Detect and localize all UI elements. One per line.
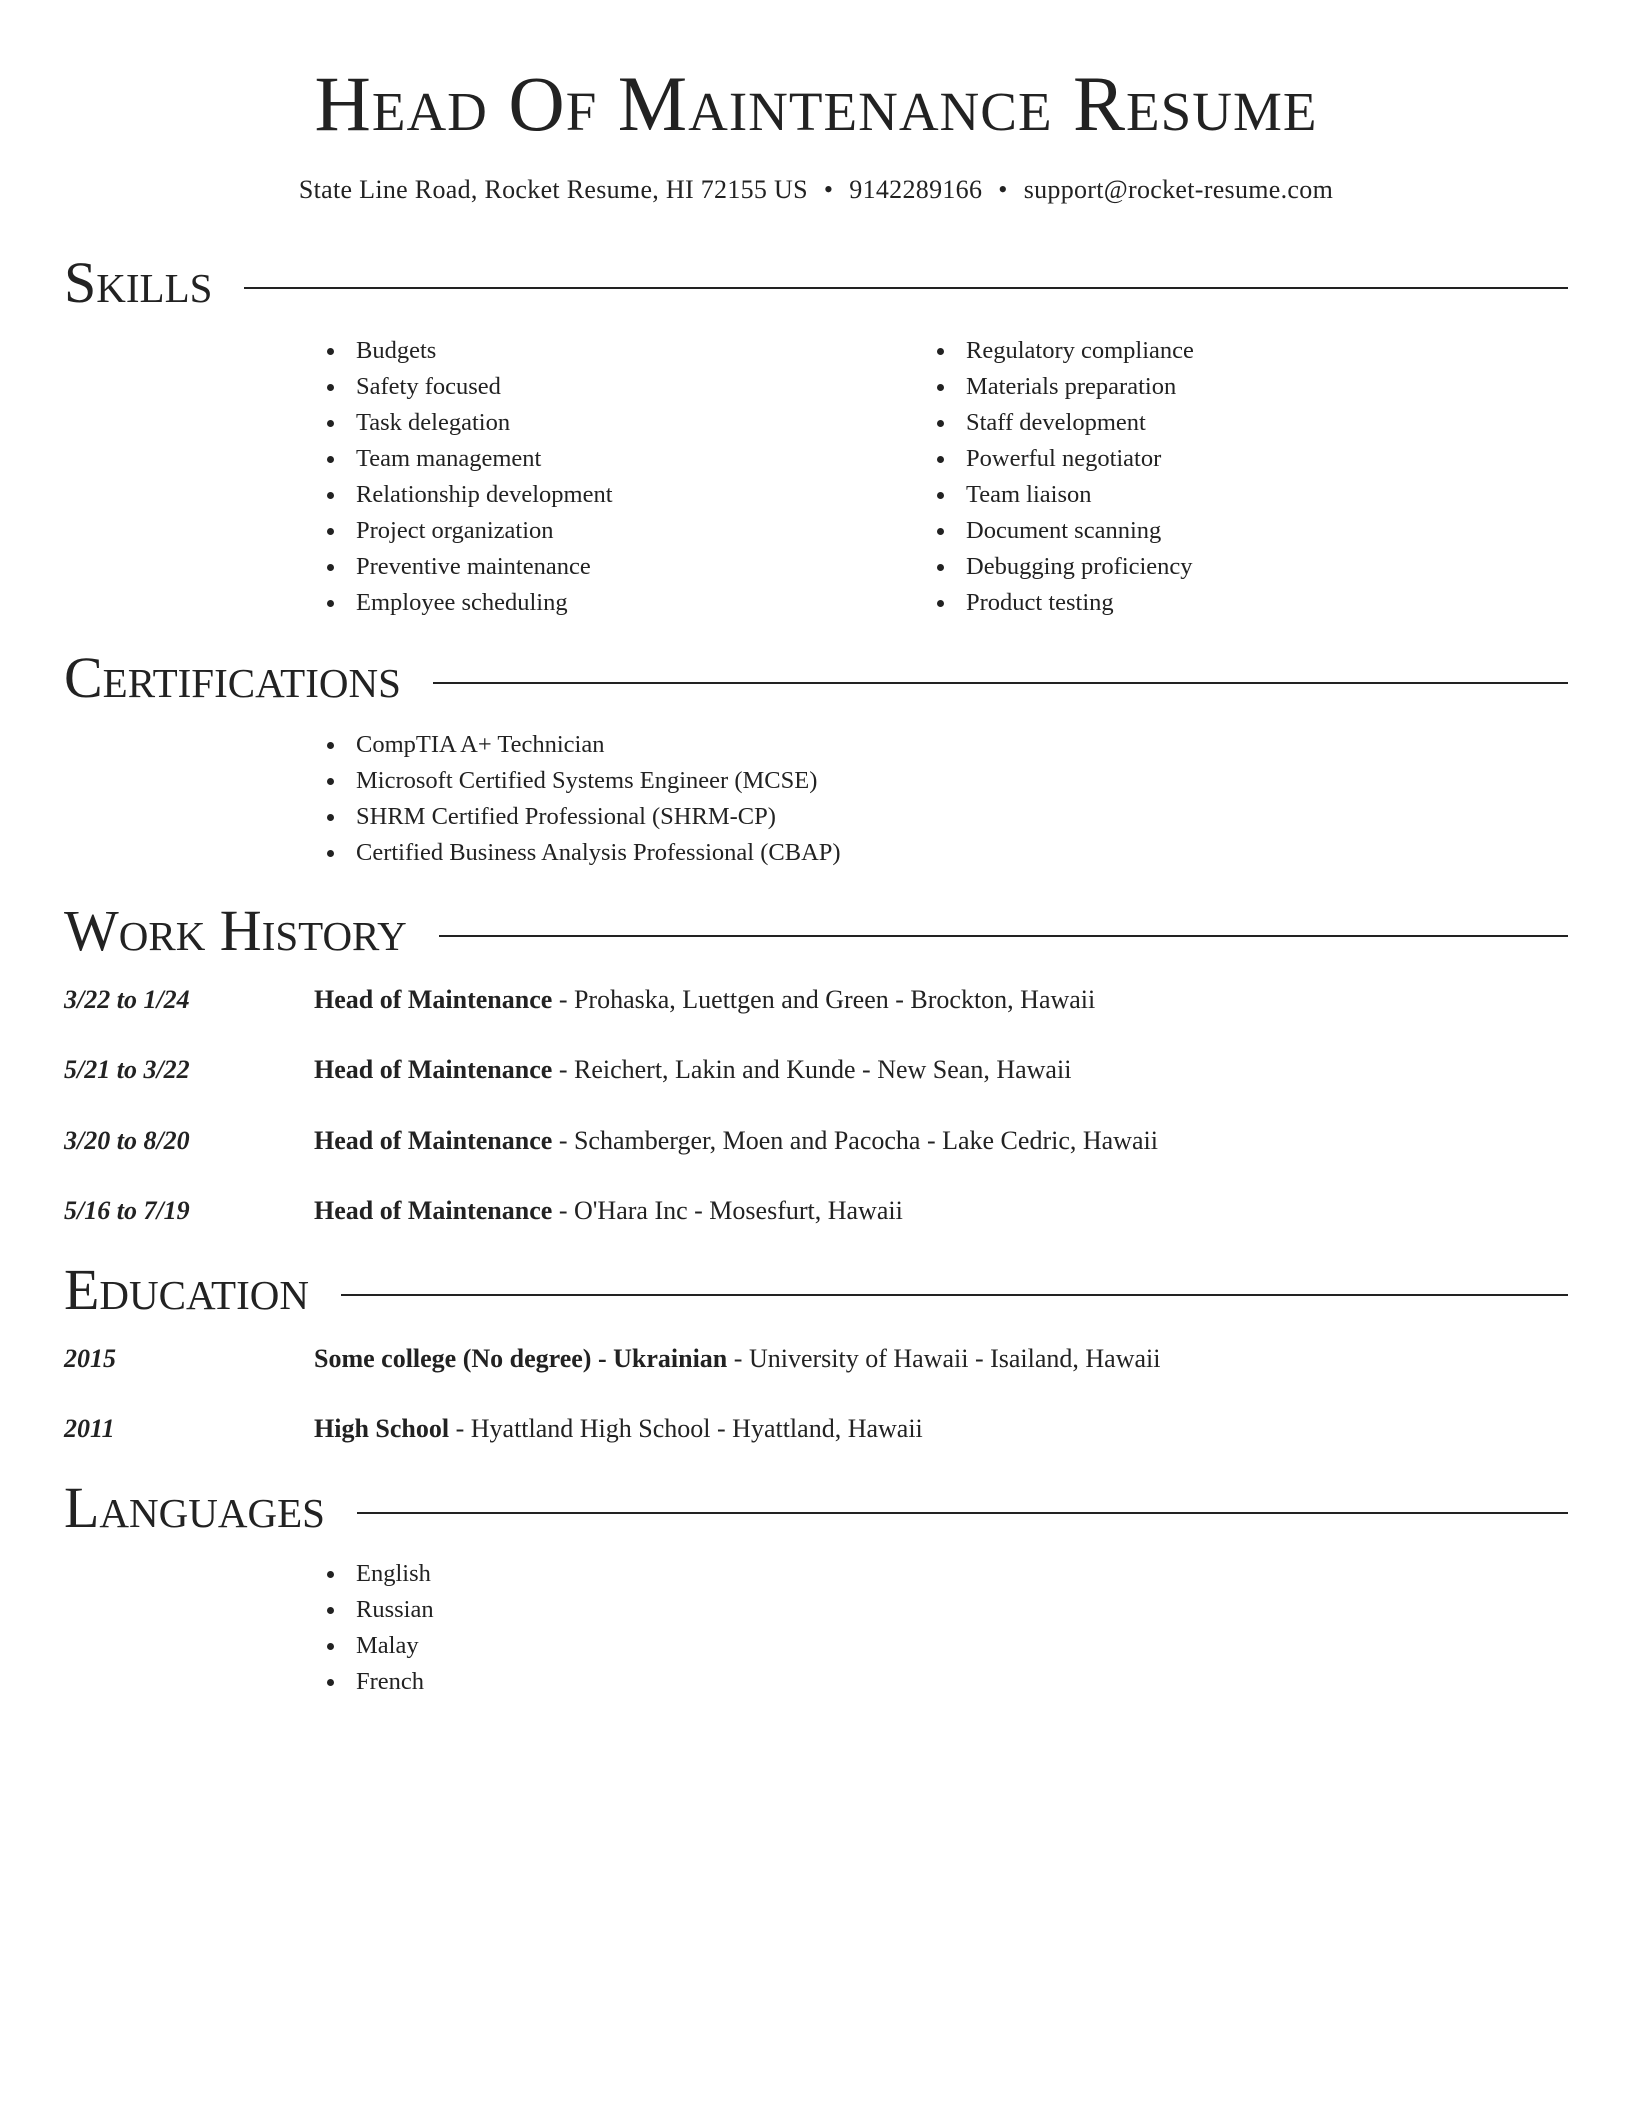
work-role: Head of Maintenance bbox=[314, 1196, 553, 1225]
work-role: Head of Maintenance bbox=[314, 1055, 553, 1084]
section-divider bbox=[433, 682, 1568, 684]
contact-address: State Line Road, Rocket Resume, HI 72155 US bbox=[298, 175, 808, 204]
list-item: English bbox=[326, 1556, 434, 1592]
education-school: - University of Hawaii - Isailand, Hawaii bbox=[727, 1344, 1161, 1373]
work-employer: - Reichert, Lakin and Kunde - New Sean, Hawaii bbox=[552, 1055, 1072, 1084]
education-detail bbox=[314, 1341, 1160, 1377]
work-dates: 3/22 to 1/24 bbox=[64, 985, 190, 1014]
section-title-skills: Skills bbox=[64, 250, 213, 315]
contact-separator: • bbox=[998, 175, 1008, 204]
contact-phone: 9142289166 bbox=[849, 175, 983, 204]
work-employer: - O'Hara Inc - Mosesfurt, Hawaii bbox=[552, 1196, 903, 1225]
work-employer: - Schamberger, Moen and Pacocha - Lake Cedric, Hawaii bbox=[552, 1126, 1158, 1155]
work-dates: 5/21 to 3/22 bbox=[64, 1055, 190, 1084]
work-role: Head of Maintenance bbox=[314, 985, 553, 1014]
work-role: Head of Maintenance bbox=[314, 1126, 553, 1155]
resume-title: Head Of Maintenance Resume bbox=[314, 60, 1318, 147]
work-detail bbox=[314, 982, 1095, 1018]
list-item: Microsoft Certified Systems Engineer (MCSE) bbox=[326, 763, 841, 799]
list-item: Preventive maintenance bbox=[326, 549, 613, 585]
section-divider bbox=[341, 1294, 1568, 1296]
section-divider bbox=[244, 287, 1568, 289]
certifications-list bbox=[326, 727, 841, 871]
contact-separator: • bbox=[823, 175, 834, 204]
work-detail bbox=[314, 1193, 903, 1229]
education-year: 2011 bbox=[64, 1414, 115, 1443]
list-item: Powerful negotiator bbox=[936, 441, 1194, 477]
list-item: Team liaison bbox=[936, 477, 1194, 513]
work-detail bbox=[314, 1123, 1158, 1159]
list-item: CompTIA A+ Technician bbox=[326, 727, 841, 763]
list-item: Russian bbox=[326, 1592, 434, 1628]
list-item: Staff development bbox=[936, 405, 1194, 441]
section-divider bbox=[439, 935, 1568, 937]
list-item: French bbox=[326, 1664, 434, 1700]
section-title-languages: Languages bbox=[64, 1475, 325, 1540]
list-item: Certified Business Analysis Professional (CBAP) bbox=[326, 835, 841, 871]
work-history-heading bbox=[64, 896, 1568, 966]
list-item: Relationship development bbox=[326, 477, 613, 513]
list-item: Safety focused bbox=[326, 369, 613, 405]
contact-email: support@rocket-resume.com bbox=[1023, 175, 1334, 204]
education-degree: Some college (No degree) - Ukrainian bbox=[314, 1344, 728, 1373]
list-item: Malay bbox=[326, 1628, 434, 1664]
list-item: Product testing bbox=[936, 585, 1194, 621]
section-title-certifications: Certifications bbox=[64, 645, 401, 710]
section-title-education: Education bbox=[64, 1257, 309, 1322]
list-item: Task delegation bbox=[326, 405, 613, 441]
list-item: Materials preparation bbox=[936, 369, 1194, 405]
work-dates: 3/20 to 8/20 bbox=[64, 1126, 190, 1155]
certifications-heading bbox=[64, 643, 1568, 713]
section-divider bbox=[357, 1512, 1568, 1514]
work-dates: 5/16 to 7/19 bbox=[64, 1196, 190, 1225]
education-year: 2015 bbox=[64, 1344, 116, 1373]
skills-list-left bbox=[326, 333, 613, 621]
work-detail bbox=[314, 1052, 1071, 1088]
skills-list-right bbox=[936, 333, 1194, 621]
list-item: Team management bbox=[326, 441, 613, 477]
list-item: Regulatory compliance bbox=[936, 333, 1194, 369]
skills-heading bbox=[64, 248, 1568, 318]
list-item: Employee scheduling bbox=[326, 585, 613, 621]
work-employer: - Prohaska, Luettgen and Green - Brockton, Hawaii bbox=[552, 985, 1096, 1014]
list-item: Budgets bbox=[326, 333, 613, 369]
education-detail bbox=[314, 1411, 923, 1447]
list-item: Document scanning bbox=[936, 513, 1194, 549]
list-item: SHRM Certified Professional (SHRM-CP) bbox=[326, 799, 841, 835]
languages-list bbox=[326, 1556, 434, 1700]
education-degree: High School bbox=[314, 1414, 450, 1443]
contact-line bbox=[0, 172, 1632, 208]
section-title-work-history: Work History bbox=[64, 898, 407, 963]
education-heading bbox=[64, 1255, 1568, 1325]
list-item: Debugging proficiency bbox=[936, 549, 1194, 585]
list-item: Project organization bbox=[326, 513, 613, 549]
education-school: - Hyattland High School - Hyattland, Hawaii bbox=[449, 1414, 923, 1443]
languages-heading bbox=[64, 1473, 1568, 1543]
